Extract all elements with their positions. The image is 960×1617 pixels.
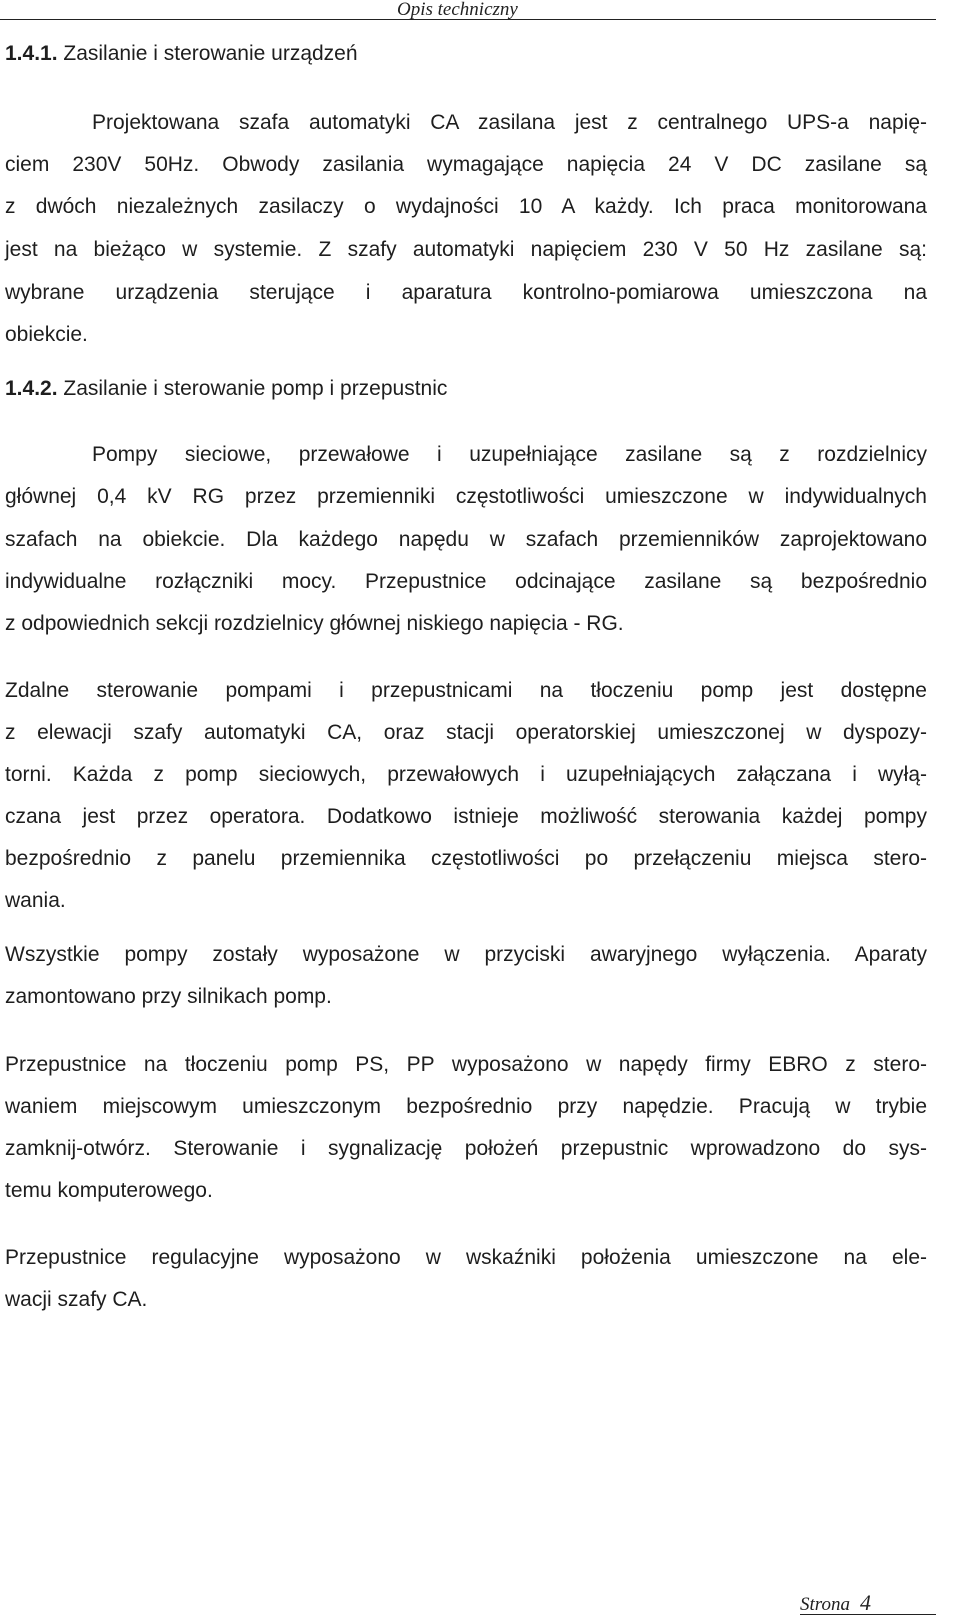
paragraph-line: temu komputerowego. <box>5 1179 213 1202</box>
page-header <box>0 0 936 20</box>
page-footer <box>800 1590 871 1616</box>
paragraph-line: Pompy sieciowe, przewałowe i uzupełniające zasilane są z rozdzielnicy <box>92 443 927 466</box>
paragraph-line: Wszystkie pompy zostały wyposażone w przyciski awaryjnego wyłączenia. Aparaty <box>5 943 927 966</box>
paragraph-line: wacji szafy CA. <box>5 1288 148 1311</box>
section-heading-1-4-2 <box>5 376 927 402</box>
section-number: 1.4.2. <box>5 377 58 400</box>
paragraph-line: wybrane urządzenia sterujące i aparatura kontrolno-pomiarowa umieszczona na <box>5 281 927 304</box>
header-rule <box>0 19 936 20</box>
paragraph-line: zamontowano przy silnikach pomp. <box>5 985 332 1008</box>
paragraph-line: z dwóch niezależnych zasilaczy o wydajności 10 A każdy. Ich praca monitorowana <box>5 195 927 218</box>
paragraph-line: waniem miejscowym umieszczonym bezpośrednio przy napędzie. Pracują w trybie <box>5 1095 927 1118</box>
paragraph-line: głównej 0,4 kV RG przez przemienniki częstotliwości umieszczone w indywidualnych <box>5 485 927 508</box>
paragraph-line: bezpośrednio z panelu przemiennika częstotliwości po przełączeniu miejsca stero- <box>5 847 927 870</box>
section-title: Zasilanie i sterowanie pomp i przepustnic <box>57 377 448 400</box>
paragraph-line: zamknij-otwórz. Sterowanie i sygnalizację położeń przepustnic wprowadzono do sys- <box>5 1137 927 1160</box>
paragraph-line: Zdalne sterowanie pompami i przepustnicami na tłoczeniu pomp jest dostępne <box>5 679 927 702</box>
footer-rule <box>800 1614 936 1615</box>
page-number: 4 <box>859 1590 871 1615</box>
paragraph-line: Projektowana szafa automatyki CA zasilana jest z centralnego UPS-a napię- <box>92 111 927 134</box>
paragraph-line: z elewacji szafy automatyki CA, oraz stacji operatorskiej umieszczonej w dyspozy- <box>5 721 927 744</box>
paragraph-line: ciem 230V 50Hz. Obwody zasilania wymagające napięcia 24 V DC zasilane są <box>5 153 927 176</box>
paragraph-line: Przepustnice regulacyjne wyposażono w wskaźniki położenia umieszczone na ele- <box>5 1246 927 1269</box>
paragraph-line: indywidualne rozłączniki mocy. Przepustnice odcinające zasilane są bezpośrednio <box>5 570 927 593</box>
header-title: Opis techniczny <box>397 0 518 20</box>
section-title: Zasilanie i sterowanie urządzeń <box>57 42 358 65</box>
paragraph-line: torni. Każda z pomp sieciowych, przewałowych i uzupełniających załączana i wyłą- <box>5 763 927 786</box>
paragraph-line: szafach na obiekcie. Dla każdego napędu w szafach przemienników zaprojektowano <box>5 528 927 551</box>
section-heading-1-4-1 <box>5 41 927 67</box>
paragraph-line: jest na bieżąco w systemie. Z szafy automatyki napięciem 230 V 50 Hz zasilane są: <box>5 238 927 261</box>
paragraph-line: obiekcie. <box>5 323 88 346</box>
paragraph-line: wania. <box>5 889 66 912</box>
paragraph-line: z odpowiednich sekcji rozdzielnicy głównej niskiego napięcia - RG. <box>5 612 624 635</box>
paragraph-line: czana jest przez operatora. Dodatkowo istnieje możliwość sterowania każdej pompy <box>5 805 927 828</box>
paragraph-line: Przepustnice na tłoczeniu pomp PS, PP wyposażono w napędy firmy EBRO z stero- <box>5 1053 927 1076</box>
section-number: 1.4.1. <box>5 42 58 65</box>
footer-label: Strona <box>800 1594 850 1615</box>
